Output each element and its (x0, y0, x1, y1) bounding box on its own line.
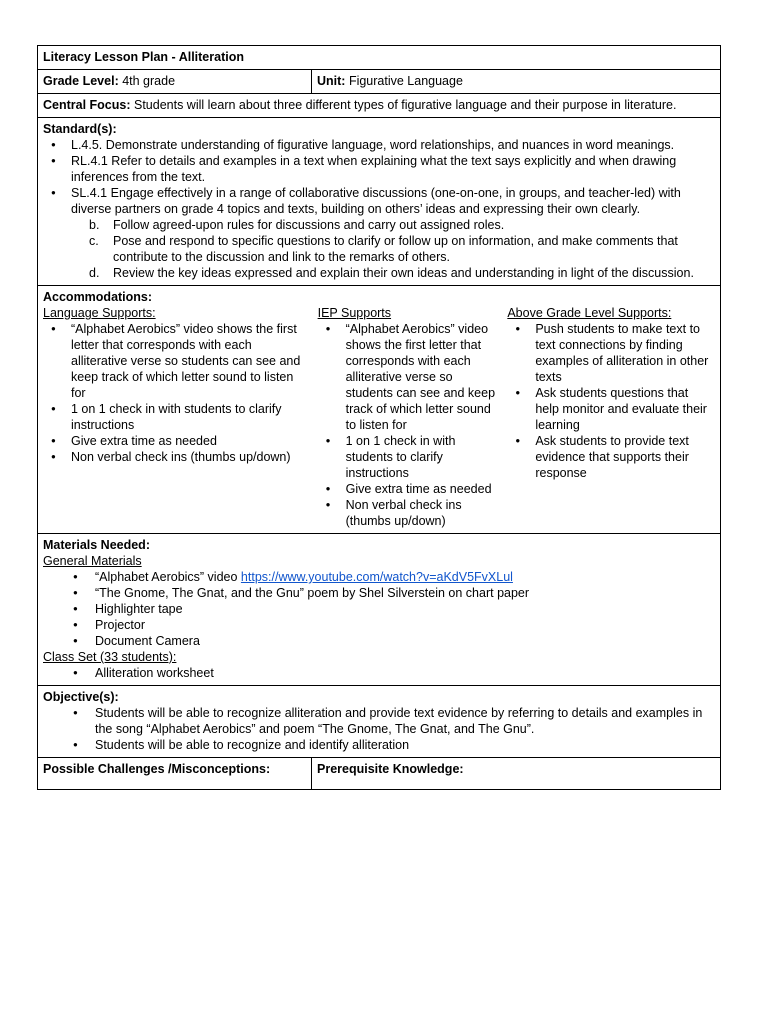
standard-sub-item (43, 233, 715, 265)
standard-sub-item (43, 217, 715, 233)
iep-supports-list (318, 321, 500, 529)
materials-row (38, 534, 721, 686)
list-item: ● “Alphabet Aerobics” video shows the first letter that corresponds with each alliterative verse so students can see and keep track of which letter sound to listen for (43, 321, 305, 401)
video-link[interactable]: https://www.youtube.com/watch?v=aKdV5FvXLul (240, 570, 513, 584)
language-supports-column (43, 305, 313, 529)
accommodations-row (38, 286, 721, 534)
standards-sub-list (43, 217, 715, 281)
above-grade-supports-heading: Above Grade Level Supports: (507, 306, 672, 320)
materials-cell (38, 534, 721, 686)
list-item: ● Push students to make text to text connections by finding examples of alliteration in other texts (507, 321, 715, 385)
sub-item-text: Pose and respond to specific questions to clarify or follow up on information, and make comments that contribute to the discussion and link to the remarks of others. (113, 234, 678, 264)
class-set-list (43, 665, 715, 681)
central-focus-row (38, 94, 721, 118)
video-item-text: “Alphabet Aerobics” video (95, 570, 241, 584)
class-set-heading: Class Set (33 students): (43, 650, 177, 664)
above-grade-supports-column (505, 305, 715, 529)
iep-supports-heading: IEP Supports (317, 306, 392, 320)
standard-item (43, 185, 715, 217)
list-item: ● 1 on 1 check in with students to clarify instructions (318, 433, 500, 481)
unit-value: Figurative Language (345, 74, 463, 88)
accommodations-columns (43, 305, 715, 529)
language-supports-list (43, 321, 305, 465)
title-row (38, 46, 721, 70)
list-item: ● Give extra time as needed (318, 481, 500, 497)
sub-item-marker: d. (89, 266, 100, 280)
list-item: ● Ask students to provide text evidence that supports their response (507, 433, 715, 481)
list-item: ● Document Camera (43, 633, 715, 649)
objectives-list (43, 705, 715, 753)
lesson-plan-table (37, 45, 721, 790)
challenges-label: Possible Challenges /Misconceptions: (38, 758, 312, 790)
accommodations-label: Accommodations: (43, 290, 153, 304)
unit-label: Unit: (317, 74, 346, 88)
prerequisite-knowledge-label: Prerequisite Knowledge: (312, 758, 721, 790)
list-item: ● Give extra time as needed (43, 433, 305, 449)
standard-item: ● L.4.5. Demonstrate understanding of figurative language, word relationships, and nuances in word meanings. (43, 137, 715, 153)
central-focus-label: Central Focus: (43, 98, 131, 112)
sub-item-marker: c. (89, 234, 99, 248)
standards-label: Standard(s): (43, 122, 117, 136)
accommodations-cell (38, 286, 721, 534)
lesson-title: Literacy Lesson Plan - Alliteration (38, 46, 721, 70)
central-focus-text: Students will learn about three different types of figurative language and their purpose in literature. (130, 98, 677, 112)
challenges-row (38, 758, 721, 790)
grade-level-cell (38, 70, 312, 94)
list-item: ● Non verbal check ins (thumbs up/down) (43, 449, 305, 465)
list-item: ● Non verbal check ins (thumbs up/down) (318, 497, 500, 529)
list-item: ● “Alphabet Aerobics” video shows the first letter that corresponds with each alliterative verse so students can see and keep track of which letter sound to listen for (318, 321, 500, 433)
standard-item-text: SL.4.1 Engage effectively in a range of collaborative discussions (one-on-one, in groups, and teacher-led) with diverse partners on grade 4 topics and texts, building on others’ ideas and expressing their own clearly. (71, 186, 681, 216)
standards-list (43, 137, 715, 217)
general-materials-heading: General Materials (43, 554, 142, 568)
grade-level-value: 4th grade (118, 74, 176, 88)
list-item: ● Highlighter tape (43, 601, 715, 617)
objectives-cell (38, 686, 721, 758)
list-item: ● 1 on 1 check in with students to clarify instructions (43, 401, 305, 433)
sub-item-text: Follow agreed-upon rules for discussions and carry out assigned roles. (113, 218, 505, 232)
standard-sub-item (43, 265, 715, 281)
standards-cell (38, 118, 721, 286)
materials-label: Materials Needed: (43, 538, 150, 552)
above-grade-supports-list (507, 321, 715, 481)
list-item: ● Students will be able to recognize alliteration and provide text evidence by referring to details and examples in the song “Alphabet Aerobics” and poem “The Gnome, The Gnat, and The Gnu”. (43, 705, 715, 737)
list-item: ● “The Gnome, The Gnat, and the Gnu” poem by Shel Silverstein on chart paper (43, 585, 715, 601)
standards-row (38, 118, 721, 286)
sub-item-text: Review the key ideas expressed and explain their own ideas and understanding in light of the discussion. (113, 266, 694, 280)
objectives-row (38, 686, 721, 758)
grade-level-label: Grade Level: (43, 74, 119, 88)
standard-item: ● RL.4.1 Refer to details and examples in a text when explaining what the text says explicitly and when drawing inferences from the text. (43, 153, 715, 185)
list-item: ● Ask students questions that help monitor and evaluate their learning (507, 385, 715, 433)
list-item: ● Projector (43, 617, 715, 633)
unit-cell (312, 70, 721, 94)
list-item (43, 569, 715, 585)
grade-unit-row (38, 70, 721, 94)
sub-item-marker: b. (89, 218, 100, 232)
list-item: ● Students will be able to recognize and identify alliteration (43, 737, 715, 753)
central-focus-cell (38, 94, 721, 118)
iep-supports-column (313, 305, 506, 529)
objectives-label: Objective(s): (43, 690, 119, 704)
general-materials-list (43, 569, 715, 649)
language-supports-heading: Language Supports: (43, 306, 156, 320)
list-item: ● Alliteration worksheet (43, 665, 715, 681)
